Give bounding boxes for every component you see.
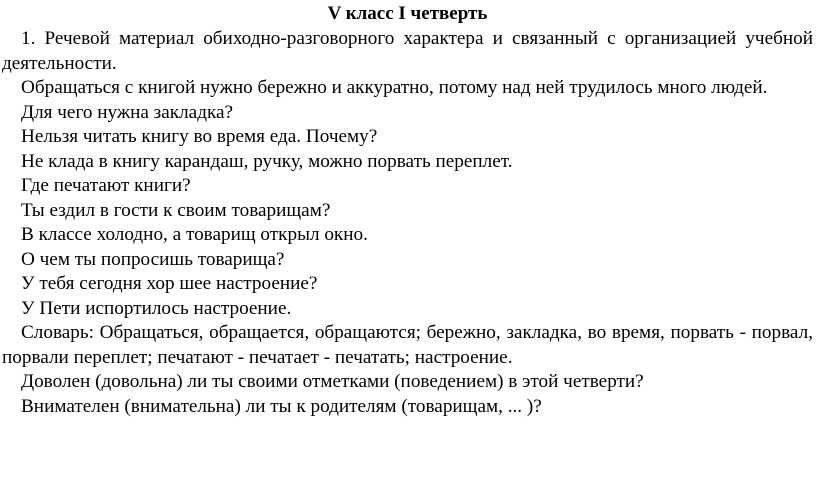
- paragraph-book-care: Обращаться с книгой нужно бережно и аккуратно, потому над ней трудилось много людей.: [21, 77, 768, 98]
- question-bookmark: Для чего нужна закладка?: [21, 101, 234, 123]
- sentence-petya-mood: У Пети испортилось настроение.: [21, 297, 292, 319]
- question-satisfied-grades: Доволен (довольна) ли ты своими отметками (поведением) в этой четверти?: [21, 371, 644, 392]
- sentence-pencil-in-book: Не клада в книгу карандаш, ручку, можно порвать переплет.: [21, 150, 513, 172]
- question-where-books-printed: Где печатают книги?: [21, 175, 191, 196]
- question-good-mood: У тебя сегодня хор шее настроение?: [21, 273, 318, 294]
- document-title: V класс I четверть: [327, 3, 488, 24]
- sentence-cold-classroom: В классе холодно, а товарищ открыл окно.: [21, 224, 368, 245]
- question-attentive-parents: Внимателен (внимательна) ли ты к родителям (товарищам, ... )?: [21, 395, 542, 417]
- paragraph-speech-material: 1. Речевой материал обиходно-разговорного характера и связанный с организацией учебной деятельности.: [2, 28, 813, 74]
- paragraph-vocabulary: Словарь: Обращаться, обращается, обращаются; бережно, закладка, во время, порвать - порвал, порвали переплет; печатают - печатает - печатать; настроение.: [2, 322, 813, 368]
- question-visit-friends: Ты ездил в гости к своим товарищам?: [21, 199, 331, 221]
- question-ask-friend: О чем ты попросишь товарища?: [21, 248, 285, 270]
- question-reading-while-eating: Нельзя читать книгу во время еда. Почему?: [21, 126, 378, 147]
